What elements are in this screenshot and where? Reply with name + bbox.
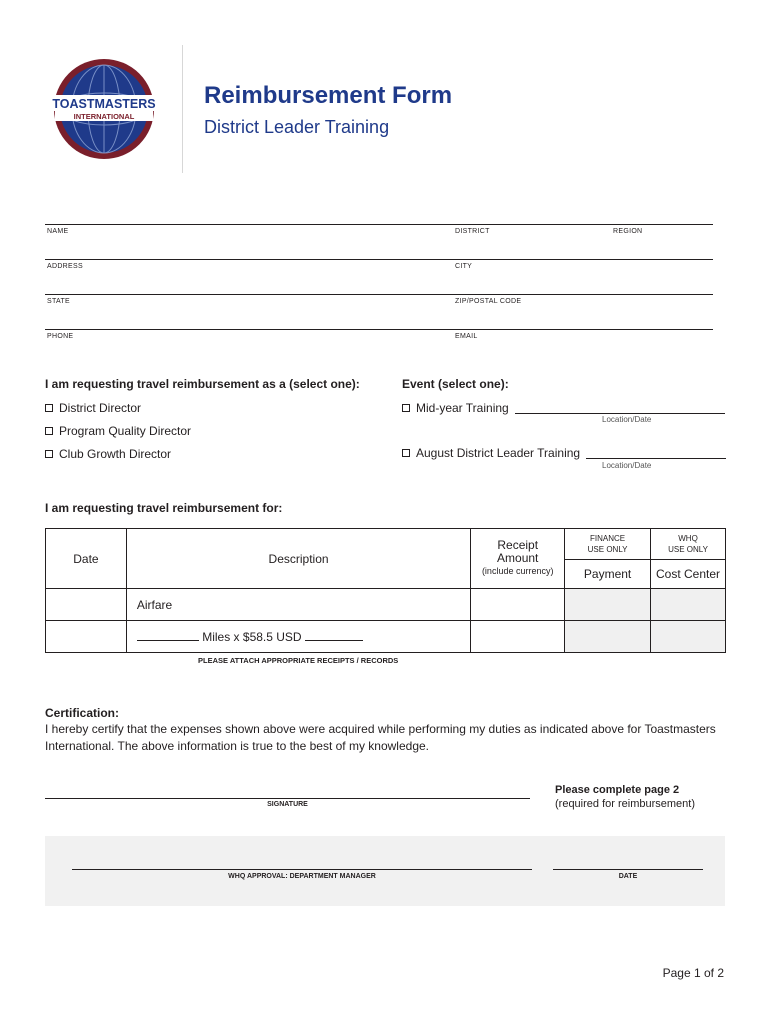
approval-date-label: DATE <box>618 873 638 880</box>
manager-signature-line[interactable] <box>72 869 532 870</box>
address-label: ADDRESS <box>47 263 83 270</box>
checkbox[interactable] <box>45 427 53 435</box>
certification-heading: Certification: <box>45 706 120 720</box>
miles-input-line[interactable] <box>137 630 199 641</box>
row1-payment-cell <box>565 589 651 621</box>
row2-description-cell: Miles x $58.5 USD <box>126 621 470 653</box>
phone-label: PHONE <box>47 333 74 340</box>
name-label: NAME <box>47 228 69 235</box>
zip-label: ZIP/POSTAL CODE <box>455 298 522 305</box>
row2-payment-cell <box>565 621 651 653</box>
mid-year-location-line[interactable] <box>515 403 725 414</box>
option-club-growth-director[interactable]: Club Growth Director <box>45 447 171 461</box>
checkbox[interactable] <box>402 449 410 457</box>
city-label: CITY <box>455 263 473 270</box>
checkbox[interactable] <box>402 404 410 412</box>
checkbox[interactable] <box>45 450 53 458</box>
name-district-line[interactable] <box>45 224 713 225</box>
signature-line[interactable] <box>45 798 530 799</box>
row1-date-cell[interactable] <box>46 589 127 621</box>
table-row <box>46 621 726 653</box>
miles-total-line[interactable] <box>305 630 363 641</box>
table-row <box>46 589 726 621</box>
whq-approval-box <box>45 836 725 906</box>
option-district-director[interactable]: District Director <box>45 401 141 415</box>
option-program-quality-director[interactable]: Program Quality Director <box>45 424 191 438</box>
state-label: STATE <box>47 298 71 305</box>
checkbox[interactable] <box>45 404 53 412</box>
logo-text-top: TOASTMASTERS <box>52 97 156 111</box>
email-label: EMAIL <box>455 333 478 340</box>
option-mid-year-training[interactable]: Mid-year Training <box>402 401 725 415</box>
whq-use-only-label: WHQ USE ONLY <box>651 529 726 560</box>
table-heading: I am requesting travel reimbursement for: <box>45 501 283 515</box>
manager-label: WHQ APPROVAL: DEPARTMENT MANAGER <box>228 873 376 880</box>
col-description-header: Description <box>126 529 470 589</box>
row2-amount-cell[interactable] <box>471 621 565 653</box>
reimbursement-table <box>45 528 726 653</box>
col-date-header: Date <box>46 529 127 589</box>
col-receipt-header: Receipt Amount (include currency) <box>471 529 565 589</box>
phone-email-line[interactable] <box>45 329 713 330</box>
row2-cost-center-cell <box>651 621 726 653</box>
row1-amount-cell[interactable] <box>471 589 565 621</box>
region-label: REGION <box>613 228 643 235</box>
attach-receipts-note: PLEASE ATTACH APPROPRIATE RECEIPTS / RECORDS <box>198 656 399 665</box>
address-city-line[interactable] <box>45 259 713 260</box>
august-location-line[interactable] <box>586 448 726 459</box>
row1-description-cell: Airfare <box>126 589 470 621</box>
option-august-training[interactable]: August District Leader Training <box>402 446 726 460</box>
form-subtitle: District Leader Training <box>204 117 390 137</box>
event-heading: Event (select one): <box>402 377 509 391</box>
form-title: Reimbursement Form <box>204 82 453 109</box>
approval-date-line[interactable] <box>553 869 703 870</box>
location-date-label: Location/Date <box>602 415 652 424</box>
role-heading: I am requesting travel reimbursement as a (select one): <box>45 377 360 391</box>
row1-cost-center-cell <box>651 589 726 621</box>
header-divider <box>182 45 183 173</box>
page2-heading: Please complete page 2 <box>555 784 680 796</box>
toastmasters-logo <box>45 57 163 161</box>
page-number: Page 1 of 2 <box>662 966 724 980</box>
row2-date-cell[interactable] <box>46 621 127 653</box>
signature-label: SIGNATURE <box>267 801 308 808</box>
col-cost-center-header: Cost Center <box>651 560 726 589</box>
page2-note: (required for reimbursement) <box>555 798 695 810</box>
finance-use-only-label: FINANCE USE ONLY <box>565 529 651 560</box>
logo-text-bottom: INTERNATIONAL <box>73 112 135 121</box>
district-label: DISTRICT <box>455 228 490 235</box>
location-date-label: Location/Date <box>602 461 652 470</box>
col-payment-header: Payment <box>565 560 651 589</box>
certification-body: I hereby certify that the expenses shown above were acquired while performing my duties as indicated above for Toastmasters International. The above information is true to the best of my knowledge. <box>45 722 716 753</box>
state-zip-line[interactable] <box>45 294 713 295</box>
